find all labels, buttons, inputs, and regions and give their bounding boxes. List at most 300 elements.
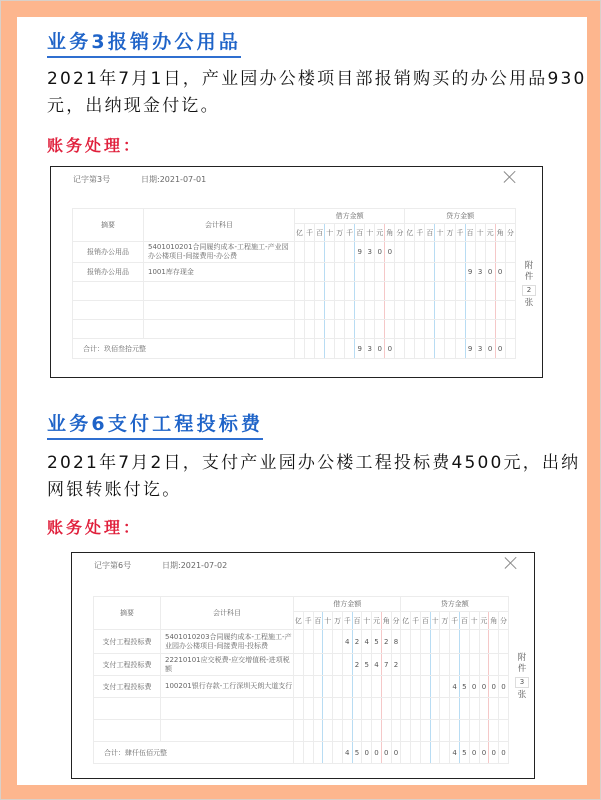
credit-digit (469, 654, 479, 676)
credit-digit (479, 720, 489, 742)
total-debit-digit (345, 339, 355, 359)
total-credit-digit (445, 339, 455, 359)
debit-digit (375, 263, 385, 282)
total-debit-digit: 0 (372, 742, 382, 764)
debit-digit (325, 301, 335, 320)
credit-digit (455, 263, 465, 282)
debit-digit (325, 282, 335, 301)
credit-digit (445, 282, 455, 301)
debit-digit: 9 (355, 242, 365, 263)
credit-digit (411, 698, 421, 720)
credit-digit (405, 242, 415, 263)
row-subject[interactable]: 22210101应交税费-应交增值税-进项税额 (161, 654, 294, 676)
debit-digit (294, 720, 304, 742)
debit-digit (385, 301, 395, 320)
credit-digit (425, 301, 435, 320)
credit-digit (430, 720, 440, 742)
credit-digit (420, 654, 430, 676)
credit-digit (435, 263, 445, 282)
debit-digit (345, 320, 355, 339)
credit-digit (415, 320, 425, 339)
debit-digit: 4 (372, 654, 382, 676)
debit-digit (355, 263, 365, 282)
digit-unit-header: 十 (469, 612, 479, 630)
voucher-row[interactable] (94, 630, 509, 654)
total-credit-digit: 0 (485, 339, 495, 359)
handling-label: 账务处理： (47, 518, 143, 537)
digit-unit-header: 十 (365, 224, 375, 242)
credit-digit (455, 242, 465, 263)
row-summary[interactable]: 报销办公用品 (73, 242, 144, 263)
digit-unit-header: 百 (313, 612, 323, 630)
debit-digit (303, 720, 313, 742)
attachment-count-input[interactable]: 2 (522, 285, 536, 296)
digit-unit-header: 万 (440, 612, 450, 630)
voucher-row[interactable] (94, 698, 509, 720)
voucher-row[interactable] (73, 320, 516, 339)
header-subject: 会计科目 (161, 597, 294, 630)
debit-digit (333, 630, 343, 654)
total-credit-digit: 0 (489, 742, 499, 764)
close-icon[interactable] (504, 556, 518, 570)
debit-digit (362, 720, 372, 742)
total-debit-digit (323, 742, 333, 764)
digit-unit-header: 百 (465, 224, 475, 242)
row-subject[interactable]: 1001库存现金 (144, 263, 295, 282)
header-summary: 摘要 (94, 597, 161, 630)
credit-digit (450, 698, 460, 720)
debit-digit (313, 698, 323, 720)
total-debit-digit: 0 (391, 742, 401, 764)
credit-digit (425, 320, 435, 339)
debit-digit (315, 242, 325, 263)
total-debit-digit: 4 (342, 742, 352, 764)
voucher-row[interactable] (94, 676, 509, 698)
total-debit-digit: 0 (375, 339, 385, 359)
credit-digit (405, 320, 415, 339)
debit-digit (303, 676, 313, 698)
row-summary[interactable] (94, 720, 161, 742)
digit-unit-header: 十 (325, 224, 335, 242)
total-credit-digit: 3 (475, 339, 485, 359)
debit-digit (335, 263, 345, 282)
credit-digit (485, 242, 495, 263)
credit-digit (445, 263, 455, 282)
section-description-business-6: 2021年7月2日，支付产业园办公楼工程投标费4500元，出纳网银转账付讫。 (47, 453, 581, 500)
voucher-row[interactable] (73, 242, 516, 263)
digit-unit-header: 百 (315, 224, 325, 242)
debit-digit (362, 676, 372, 698)
row-summary[interactable] (73, 282, 144, 301)
digit-unit-header: 角 (381, 612, 391, 630)
debit-digit (335, 242, 345, 263)
credit-digit (495, 242, 505, 263)
credit-digit (450, 654, 460, 676)
credit-digit (430, 654, 440, 676)
digit-unit-header: 万 (333, 612, 343, 630)
credit-digit (465, 242, 475, 263)
header-debit: 借方金额 (294, 597, 401, 612)
debit-digit (294, 676, 304, 698)
debit-digit (313, 654, 323, 676)
row-summary[interactable]: 支付工程投标费 (94, 676, 161, 698)
total-credit-digit (455, 339, 465, 359)
debit-digit (395, 320, 405, 339)
debit-digit (303, 698, 313, 720)
digit-unit-header: 千 (415, 224, 425, 242)
voucher-number: 记字第3号 (73, 175, 111, 184)
digit-unit-header: 百 (355, 224, 365, 242)
voucher-date: 日期:2021-07-02 (162, 561, 228, 570)
digit-unit-header: 亿 (295, 224, 305, 242)
credit-digit (485, 301, 495, 320)
credit-digit (475, 320, 485, 339)
credit-digit (435, 301, 445, 320)
debit-digit (352, 676, 362, 698)
digit-unit-header: 元 (375, 224, 385, 242)
row-subject[interactable] (144, 320, 295, 339)
credit-digit (489, 720, 499, 742)
total-debit-digit: 0 (381, 742, 391, 764)
debit-digit (333, 698, 343, 720)
total-credit-digit (415, 339, 425, 359)
header-credit: 贷方金额 (405, 209, 516, 224)
credit-digit (425, 263, 435, 282)
section-title-business-6: 业务6支付工程投标费 (47, 413, 263, 440)
credit-digit (440, 654, 450, 676)
digit-unit-header: 千 (450, 612, 460, 630)
voucher-row[interactable] (73, 263, 516, 282)
credit-digit (401, 630, 411, 654)
digit-unit-header: 百 (425, 224, 435, 242)
credit-digit (465, 282, 475, 301)
digit-unit-header: 万 (335, 224, 345, 242)
debit-digit (313, 720, 323, 742)
debit-digit (345, 301, 355, 320)
credit-digit (455, 282, 465, 301)
credit-digit (485, 282, 495, 301)
debit-digit (335, 320, 345, 339)
credit-digit (405, 301, 415, 320)
credit-digit (425, 242, 435, 263)
row-summary[interactable] (73, 301, 144, 320)
credit-digit (401, 698, 411, 720)
digit-unit-header: 千 (342, 612, 352, 630)
row-subject[interactable] (161, 720, 294, 742)
digit-unit-header: 角 (489, 612, 499, 630)
digit-unit-header: 千 (411, 612, 421, 630)
header-summary: 摘要 (73, 209, 144, 242)
credit-digit (455, 301, 465, 320)
voucher-3 (50, 166, 543, 378)
credit-digit (401, 720, 411, 742)
credit-digit (411, 630, 421, 654)
digit-unit-header: 元 (372, 612, 382, 630)
credit-digit (469, 630, 479, 654)
digit-unit-header: 千 (345, 224, 355, 242)
row-subject[interactable] (144, 301, 295, 320)
credit-digit (505, 320, 515, 339)
debit-digit (372, 698, 382, 720)
section-title-business-3: 业务3报销办公用品 (47, 31, 241, 58)
credit-digit (430, 698, 440, 720)
digit-unit-header: 元 (485, 224, 495, 242)
credit-digit (505, 301, 515, 320)
debit-digit: 4 (362, 630, 372, 654)
debit-digit (355, 282, 365, 301)
credit-digit: 0 (489, 676, 499, 698)
credit-digit (430, 676, 440, 698)
credit-digit (505, 242, 515, 263)
total-debit-digit: 9 (355, 339, 365, 359)
row-summary[interactable]: 支付工程投标费 (94, 654, 161, 676)
debit-digit (303, 654, 313, 676)
debit-digit (342, 698, 352, 720)
debit-digit (375, 301, 385, 320)
credit-digit (411, 676, 421, 698)
credit-digit (420, 630, 430, 654)
debit-digit (295, 263, 305, 282)
total-credit-digit: 0 (499, 742, 509, 764)
debit-digit (391, 698, 401, 720)
digit-unit-header: 千 (305, 224, 315, 242)
debit-digit: 3 (365, 242, 375, 263)
credit-digit (485, 320, 495, 339)
debit-digit (323, 720, 333, 742)
digit-unit-header: 角 (385, 224, 395, 242)
attachment-count: 附 件 2 张 (522, 261, 536, 309)
debit-digit: 2 (381, 630, 391, 654)
credit-digit (505, 263, 515, 282)
credit-digit (489, 630, 499, 654)
debit-digit (323, 698, 333, 720)
debit-digit (355, 320, 365, 339)
voucher-table (72, 208, 516, 359)
total-credit-digit (425, 339, 435, 359)
debit-digit (294, 630, 304, 654)
debit-digit: 8 (391, 630, 401, 654)
voucher-number: 记字第6号 (94, 561, 132, 570)
credit-digit (460, 630, 470, 654)
total-debit-digit (313, 742, 323, 764)
debit-digit: 5 (372, 630, 382, 654)
debit-digit (323, 676, 333, 698)
digit-unit-header: 元 (479, 612, 489, 630)
attachment-count: 附 件 3 张 (515, 653, 529, 701)
total-debit-digit (294, 742, 304, 764)
total-credit-digit: 9 (465, 339, 475, 359)
row-summary[interactable]: 支付工程投标费 (94, 630, 161, 654)
debit-digit (375, 320, 385, 339)
debit-digit (315, 301, 325, 320)
credit-digit (445, 320, 455, 339)
debit-digit (315, 263, 325, 282)
total-credit-digit: 0 (479, 742, 489, 764)
digit-unit-header: 分 (391, 612, 401, 630)
debit-digit (365, 263, 375, 282)
total-label: 合计：肆仟伍佰元整 (94, 742, 294, 764)
debit-digit (352, 720, 362, 742)
total-debit-digit (305, 339, 315, 359)
total-debit-digit: 0 (362, 742, 372, 764)
total-credit-digit (430, 742, 440, 764)
credit-digit (495, 320, 505, 339)
digit-unit-header: 角 (495, 224, 505, 242)
debit-digit (395, 282, 405, 301)
debit-digit (333, 654, 343, 676)
debit-digit (335, 301, 345, 320)
total-credit-digit (411, 742, 421, 764)
credit-digit (499, 630, 509, 654)
total-row (73, 339, 516, 359)
row-summary[interactable] (94, 698, 161, 720)
digit-unit-header: 千 (303, 612, 313, 630)
header-credit: 贷方金额 (401, 597, 509, 612)
digit-unit-header: 百 (352, 612, 362, 630)
digit-unit-header: 千 (455, 224, 465, 242)
debit-digit (303, 630, 313, 654)
credit-digit (435, 320, 445, 339)
credit-digit (465, 301, 475, 320)
debit-digit (333, 720, 343, 742)
digit-unit-header: 亿 (294, 612, 304, 630)
digit-unit-header: 百 (420, 612, 430, 630)
credit-digit (489, 654, 499, 676)
debit-digit (333, 676, 343, 698)
digit-unit-header: 分 (395, 224, 405, 242)
digit-unit-header: 亿 (405, 224, 415, 242)
row-summary[interactable]: 报销办公用品 (73, 263, 144, 282)
total-debit-digit (335, 339, 345, 359)
debit-digit (362, 698, 372, 720)
handling-label: 账务处理： (47, 136, 143, 155)
total-label: 合计：玖佰叁拾元整 (73, 339, 295, 359)
debit-digit (305, 282, 315, 301)
debit-digit (385, 282, 395, 301)
total-row (94, 742, 509, 764)
debit-digit (342, 676, 352, 698)
attachment-count-input[interactable]: 3 (515, 677, 529, 688)
total-credit-digit (505, 339, 515, 359)
debit-digit: 2 (352, 654, 362, 676)
debit-digit (395, 263, 405, 282)
close-icon[interactable] (503, 170, 517, 184)
credit-digit: 5 (460, 676, 470, 698)
debit-digit: 7 (381, 654, 391, 676)
debit-digit (305, 320, 315, 339)
credit-digit (475, 282, 485, 301)
credit-digit (479, 630, 489, 654)
credit-digit: 3 (475, 263, 485, 282)
total-debit-digit: 5 (352, 742, 362, 764)
debit-digit (305, 242, 315, 263)
credit-digit (460, 720, 470, 742)
digit-unit-header: 万 (445, 224, 455, 242)
credit-digit (465, 320, 475, 339)
debit-digit (355, 301, 365, 320)
debit-digit (305, 301, 315, 320)
credit-digit (450, 720, 460, 742)
voucher-row[interactable] (73, 301, 516, 320)
debit-digit (295, 282, 305, 301)
row-subject[interactable]: 100201银行存款-工行深圳天朗大道支行 (161, 676, 294, 698)
debit-digit (335, 282, 345, 301)
credit-digit (415, 242, 425, 263)
credit-digit (469, 720, 479, 742)
debit-digit (395, 242, 405, 263)
credit-digit (505, 282, 515, 301)
row-subject[interactable] (144, 282, 295, 301)
digit-unit-header: 分 (499, 612, 509, 630)
credit-digit: 0 (495, 263, 505, 282)
credit-digit (475, 242, 485, 263)
debit-digit: 4 (342, 630, 352, 654)
debit-digit (313, 630, 323, 654)
section-description-business-3: 2021年7月1日，产业园办公楼项目部报销购买的办公用品930元，出纳现金付讫。 (47, 69, 587, 116)
debit-digit (323, 654, 333, 676)
debit-digit (323, 630, 333, 654)
voucher-row[interactable] (94, 720, 509, 742)
debit-digit (365, 301, 375, 320)
credit-digit (420, 676, 430, 698)
row-subject[interactable]: 5401010201合同履约成本-工程施工-产业园办公楼项目-间接费用-办公费 (144, 242, 295, 263)
credit-digit (469, 698, 479, 720)
debit-digit (385, 320, 395, 339)
credit-digit (495, 282, 505, 301)
voucher-date: 日期:2021-07-01 (141, 175, 207, 184)
row-subject[interactable] (161, 698, 294, 720)
voucher-6 (71, 552, 535, 779)
credit-digit (411, 720, 421, 742)
credit-digit (435, 282, 445, 301)
credit-digit (440, 698, 450, 720)
credit-digit (445, 301, 455, 320)
debit-digit (342, 654, 352, 676)
debit-digit (381, 676, 391, 698)
digit-unit-header: 分 (505, 224, 515, 242)
total-credit-digit: 0 (495, 339, 505, 359)
debit-digit (365, 320, 375, 339)
debit-digit: 2 (391, 654, 401, 676)
voucher-row[interactable] (94, 654, 509, 676)
debit-digit (315, 282, 325, 301)
credit-digit (411, 654, 421, 676)
debit-digit (391, 720, 401, 742)
debit-digit (345, 242, 355, 263)
credit-digit: 0 (485, 263, 495, 282)
total-debit-digit (395, 339, 405, 359)
total-debit-digit (333, 742, 343, 764)
debit-digit: 0 (385, 242, 395, 263)
credit-digit (425, 282, 435, 301)
row-subject[interactable]: 5401010203合同履约成本-工程施工-产业园办公楼项目-间接费用-投标费 (161, 630, 294, 654)
credit-digit (440, 720, 450, 742)
credit-digit (440, 676, 450, 698)
debit-digit (365, 282, 375, 301)
total-credit-digit (405, 339, 415, 359)
debit-digit (305, 263, 315, 282)
debit-digit (342, 720, 352, 742)
debit-digit (352, 698, 362, 720)
digit-unit-header: 十 (475, 224, 485, 242)
debit-digit (391, 676, 401, 698)
header-debit: 借方金额 (295, 209, 405, 224)
debit-digit: 5 (362, 654, 372, 676)
voucher-row[interactable] (73, 282, 516, 301)
debit-digit (313, 676, 323, 698)
row-summary[interactable] (73, 320, 144, 339)
debit-digit (385, 263, 395, 282)
